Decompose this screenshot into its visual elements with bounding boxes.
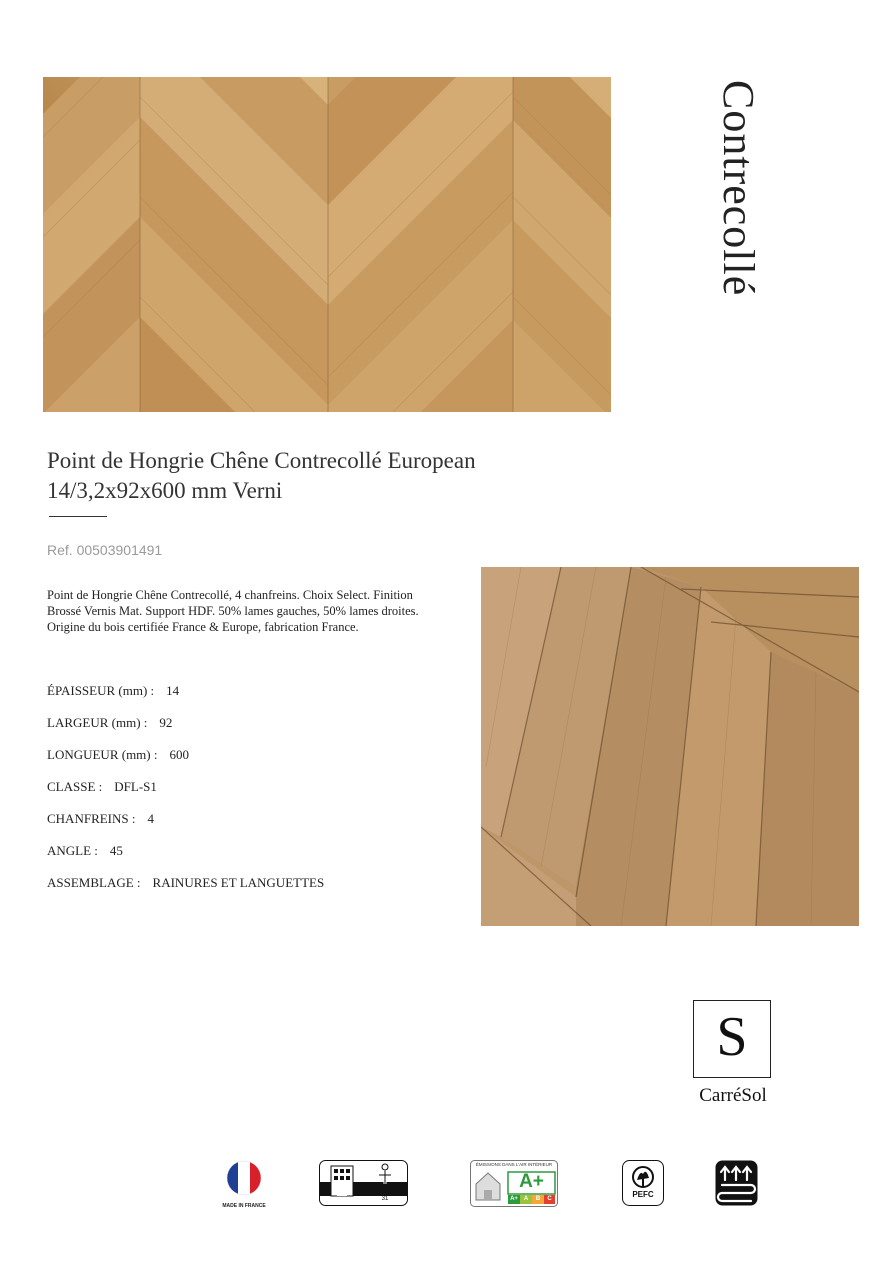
brand-monogram: S	[716, 1006, 748, 1068]
usage-class-badge	[319, 1160, 408, 1206]
underfloor-heating-badge	[715, 1160, 758, 1206]
spec-row-angle	[47, 843, 123, 859]
spec-label: ASSEMBLAGE :	[47, 875, 141, 890]
air-scale-a: A	[523, 1196, 529, 1202]
pefc-badge	[622, 1160, 664, 1206]
france-flag-icon	[222, 1160, 266, 1196]
category-label: Contrecollé	[714, 80, 763, 297]
made-in-france-badge	[222, 1160, 266, 1210]
spec-row-length	[47, 747, 189, 763]
product-reference: Ref. 00503901491	[47, 542, 163, 558]
spec-value: 4	[147, 811, 154, 826]
brand-name: CarréSol	[699, 1085, 767, 1106]
spec-row-bevels	[47, 811, 154, 827]
spec-label: LARGEUR (mm) :	[47, 715, 148, 730]
air-scale-aplus: A+	[510, 1196, 518, 1202]
air-scale-c: C	[547, 1196, 552, 1202]
spec-value: 45	[109, 843, 123, 858]
spec-row-assembly	[47, 875, 324, 891]
hero-parquet-image	[43, 77, 611, 412]
product-title-line1: Point de Hongrie Chêne Contrecollé European	[47, 448, 476, 473]
product-title	[47, 446, 527, 506]
spec-value: DFL-S1	[114, 779, 157, 794]
spec-label: CLASSE :	[47, 779, 103, 794]
underfloor-heating-icon	[715, 1160, 758, 1206]
spec-value: 14	[166, 683, 180, 698]
usage-class-value: 31	[381, 1196, 389, 1202]
category-vertical-title	[700, 80, 780, 310]
air-emission-scale	[508, 1196, 556, 1202]
spec-value: RAINURES ET LANGUETTES	[152, 875, 325, 890]
product-description: Point de Hongrie Chêne Contrecollé, 4 chanfreins. Choix Select. Finition Brossé Vernis Mat. Support HDF. 50% lames gauches, 50% lames droites. Origine du bois certifiée France & Europe, fabrication France.	[47, 588, 419, 634]
air-scale-b: B	[535, 1196, 541, 1202]
spec-row-thickness	[47, 683, 179, 699]
pefc-label: PEFC	[632, 1190, 654, 1199]
spec-row-class	[47, 779, 157, 795]
product-title-line2: 14/3,2x92x600 mm Verni	[47, 478, 283, 503]
spec-value: 600	[169, 747, 189, 762]
spec-label: CHANFREINS :	[47, 811, 136, 826]
title-underline	[49, 516, 107, 517]
spec-label: LONGUEUR (mm) :	[47, 747, 158, 762]
closeup-parquet-photo	[481, 567, 859, 926]
air-emission-grade: A+	[519, 1171, 544, 1192]
pefc-tree-icon	[622, 1160, 664, 1206]
brand-logo	[693, 1000, 771, 1078]
spec-value: 92	[159, 715, 173, 730]
spec-label: ANGLE :	[47, 843, 98, 858]
spec-label: ÉPAISSEUR (mm) :	[47, 683, 155, 698]
made-in-france-label: MADE IN FRANCE	[222, 1203, 266, 1209]
air-emission-title: ÉMISSIONS DANS L'AIR INTÉRIEUR	[475, 1162, 553, 1167]
air-emission-badge	[470, 1160, 558, 1207]
spec-row-width	[47, 715, 172, 731]
